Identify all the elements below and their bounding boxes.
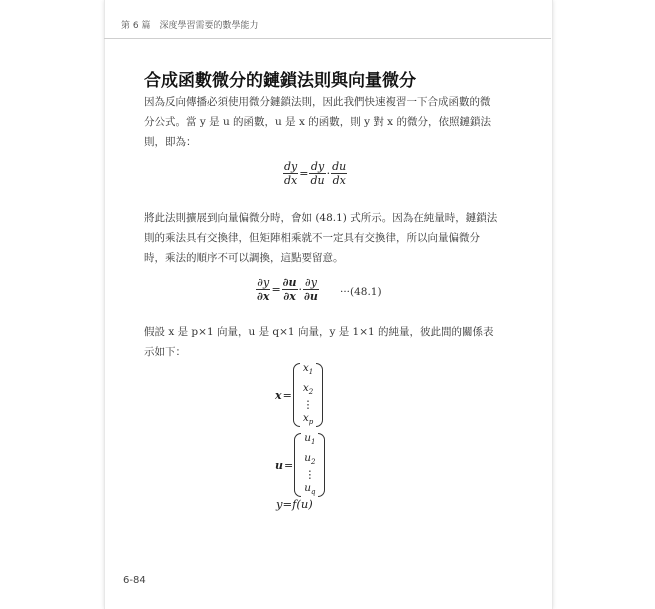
paragraph-vector-extension: 將此法則擴展到向量偏微分時，會如 (48.1) 式所示。因為在純量時，鏈鎖法則的乘法具有交換律，但矩陣相乘就不一定具有交換律，所以向量偏微分時，乘法的順序不可以調換，這點要留意。 [144,212,498,264]
vector-u-elements: $u_1$ $u_2$ ⋮ $u_q$ [304,432,316,497]
dot-operator: · [326,167,331,180]
fraction-partial-u-x: $\frac{\partial u}{\partial x}$ [282,276,297,303]
left-parenthesis [294,433,301,497]
header-rule [104,38,551,39]
vector-chain-rule-equation: $\frac{\partial y}{\partial x}$ = $\frac{\partial u}{\partial x}$ · $\frac{\partial y}{\partial u}$ [257,276,318,303]
vector-x-elements: $x_1$ $x_2$ ⋮ $x_p$ [302,362,314,427]
equals-sign: = [299,167,309,180]
paragraph-assumptions: 假設 x 是 p×1 向量，u 是 q×1 向量，y 是 1×1 的純量，彼此間的關係表示如下： [144,326,494,358]
chain-rule-equation [283,160,347,187]
page-number: 6-84 [123,575,146,586]
fraction-partial-y-u: $\frac{\partial y}{\partial u}$ [304,276,318,303]
vector-u-definition: u = $u_1$ $u_2$ ⋮ $u_q$ [275,430,325,500]
paragraph-intro: 因為反向傳播必須使用微分鏈鎖法則，因此我們快速複習一下合成函數的微分公式。當 y 是 u 的函數，u 是 x 的函數，則 y 對 x 的微分，依照鏈鎖法則，即為： [144,96,491,148]
fraction-dy-du: $\frac{dy}{du}$ [310,160,325,187]
function-definition: y=f(u) [276,497,313,511]
left-parenthesis [293,363,300,427]
section-title: 合成函數微分的鏈鎖法則與向量微分 [144,71,416,91]
fraction-du-dx: $\frac{du}{dx}$ [332,160,347,187]
fraction-dy-dx: $\frac{dy}{dx}$ [284,160,298,187]
right-parenthesis [316,363,323,427]
fraction-partial-y-x: $\frac{\partial y}{\partial x}$ [257,276,270,303]
right-parenthesis [318,433,325,497]
equation-number: ···(48.1) [340,286,382,298]
running-head: 第 6 篇 深度學習需要的數學能力 [121,21,259,31]
vector-x-definition: x = $x_1$ $x_2$ ⋮ $x_p$ [275,360,323,430]
